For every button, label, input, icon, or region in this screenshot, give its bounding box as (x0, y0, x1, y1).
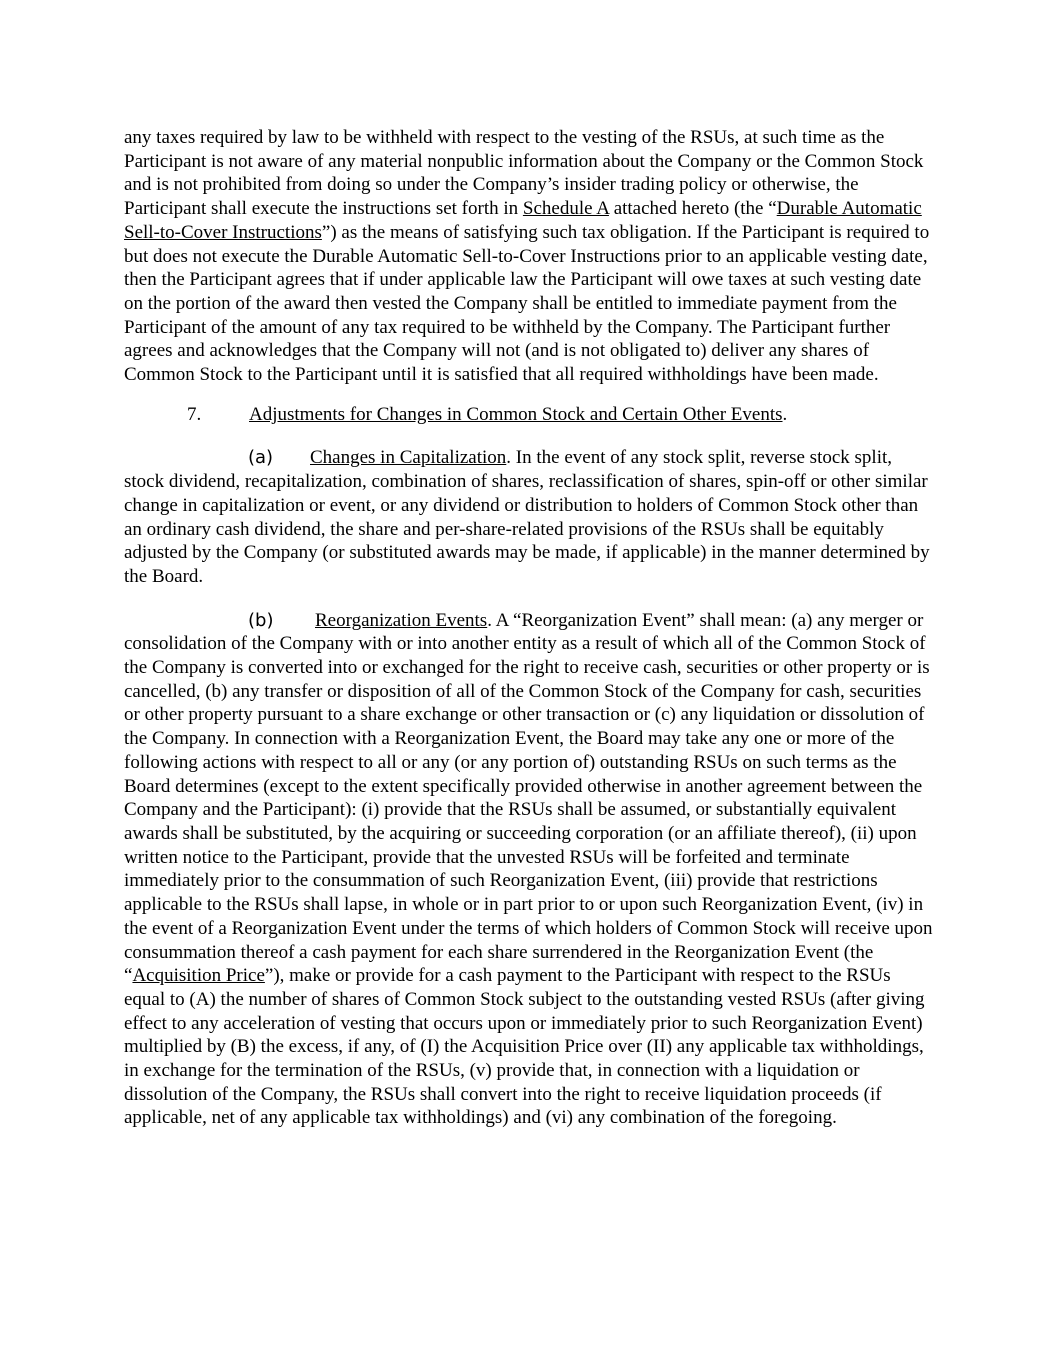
subsection-b-title: Reorganization Events (315, 609, 488, 631)
section-7-heading (124, 403, 934, 427)
subsection-a-title: Changes in Capitalization (310, 447, 507, 469)
subsection-a-paragraph (124, 446, 934, 588)
subsection-a-body: . In the event of any stock split, reverse stock split, stock dividend, recapitalization, combination of shares, reclassification of shares, spin-off or other similar change in capitalization or event, or any dividend or distribution to holders of Common Stock other than an ordinary cash dividend, the share and per-share-related provisions of the RSUs shall be equitably adjusted by the Company (or substituted awards may be made, if applicable) in the manner determined by the Board. (124, 447, 930, 587)
subsection-a-indent (124, 446, 310, 470)
schedule-a-reference: Schedule A (522, 198, 609, 220)
section-7-period: . (782, 403, 788, 425)
section-7-number: 7. (187, 403, 202, 425)
tax-withholding-paragraph (124, 126, 934, 387)
acquisition-price-defined-term: Acquisition Price (132, 965, 265, 987)
para1-text-3: ”) as the means of satisfying such tax obligation. If the Participant is required to but does not execute the Durable Automatic Sell-to-Cover Instructions prior to an applicable vesting date, then the Participant agrees that if under applicable law the Participant will owe taxes at such vesting date on the portion of the award then vested the Company shall be entitled to immediate payment from the Participant of the amount of any tax required to be withheld by the Company. The Participant further agrees and acknowledges that the Company will not (and is not obligated to) deliver any shares of Common Stock to the Participant until it is satisfied that all required withholdings have been made. (124, 221, 930, 386)
subsection-b-body-1: . A “Reorganization Event” shall mean: (a) any merger or consolidation of the Company with or into another entity as a result of which all of the Common Stock of the Company is converted into or exchanged for the right to receive cash, securities or other property or is cancelled, (b) any transfer or disposition of all of the Common Stock of the Company for cash, securities or other property pursuant to a share exchange or other transaction or (c) any liquidation or dissolution of the Company. In connection with a Reorganization Event, the Board may take any one or more of the following actions with respect to all or any (or any portion of) outstanding RSUs on such terms as the Board determines (except to the extent specifically provided otherwise in another agreement between the Company and the Participant): (i) provide that the RSUs shall be assumed, or substantially equivalent awards shall be substituted, by the acquiring or succeeding corporation (or an affiliate thereof), (ii) upon written notice to the Participant, provide that the unvested RSUs will be forfeited and terminate immediately prior to the consummation of such Reorganization Event, (iii) provide that restrictions applicable to the RSUs shall lapse, in whole or in part prior to or upon such Reorganization Event, (iv) in the event of a Reorganization Event under the terms of which holders of Common Stock will receive upon consummation thereof a cash payment for each share surrendered in the Reorganization Event (the “ (124, 609, 933, 987)
section-7-title: Adjustments for Changes in Common Stock and Certain Other Events (249, 403, 783, 425)
subsection-b-body-2: ”), make or provide for a cash payment to the Participant with respect to the RSUs equal to (A) the number of shares of Common Stock subject to the outstanding vested RSUs (after giving effect to any acceleration of vesting that occurs upon or immediately prior to such Reorganization Event) multiplied by (B) the excess, if any, of (I) the Acquisition Price over (II) any applicable tax withholdings, in exchange for the termination of the RSUs, (v) provide that, in connection with a liquidation or dissolution of the Company, the RSUs shall convert into the right to receive liquidation proceeds (if applicable, net of any applicable tax withholdings) and (vi) any combination of the foregoing. (124, 965, 925, 1129)
para1-text-1: any taxes required by law to be withheld with respect to the vesting of the RSUs, at such time as the Participant is not aware of any material nonpublic information about the Company or the Common Stock and is not prohibited from doing so under the Company’s insider trading policy or otherwise, the Participant shall execute the instructions set forth in (124, 127, 924, 220)
subsection-b-label: (b) (248, 609, 274, 631)
sell-to-cover-defined-term: Durable Automatic Sell-to-Cover Instructions (124, 198, 922, 243)
subsection-a-label: (a) (248, 447, 274, 469)
document-page (124, 126, 934, 1150)
para1-text-2: attached hereto (the “ (608, 198, 777, 220)
subsection-b-paragraph (124, 609, 934, 1130)
subsection-b-indent (124, 609, 315, 633)
